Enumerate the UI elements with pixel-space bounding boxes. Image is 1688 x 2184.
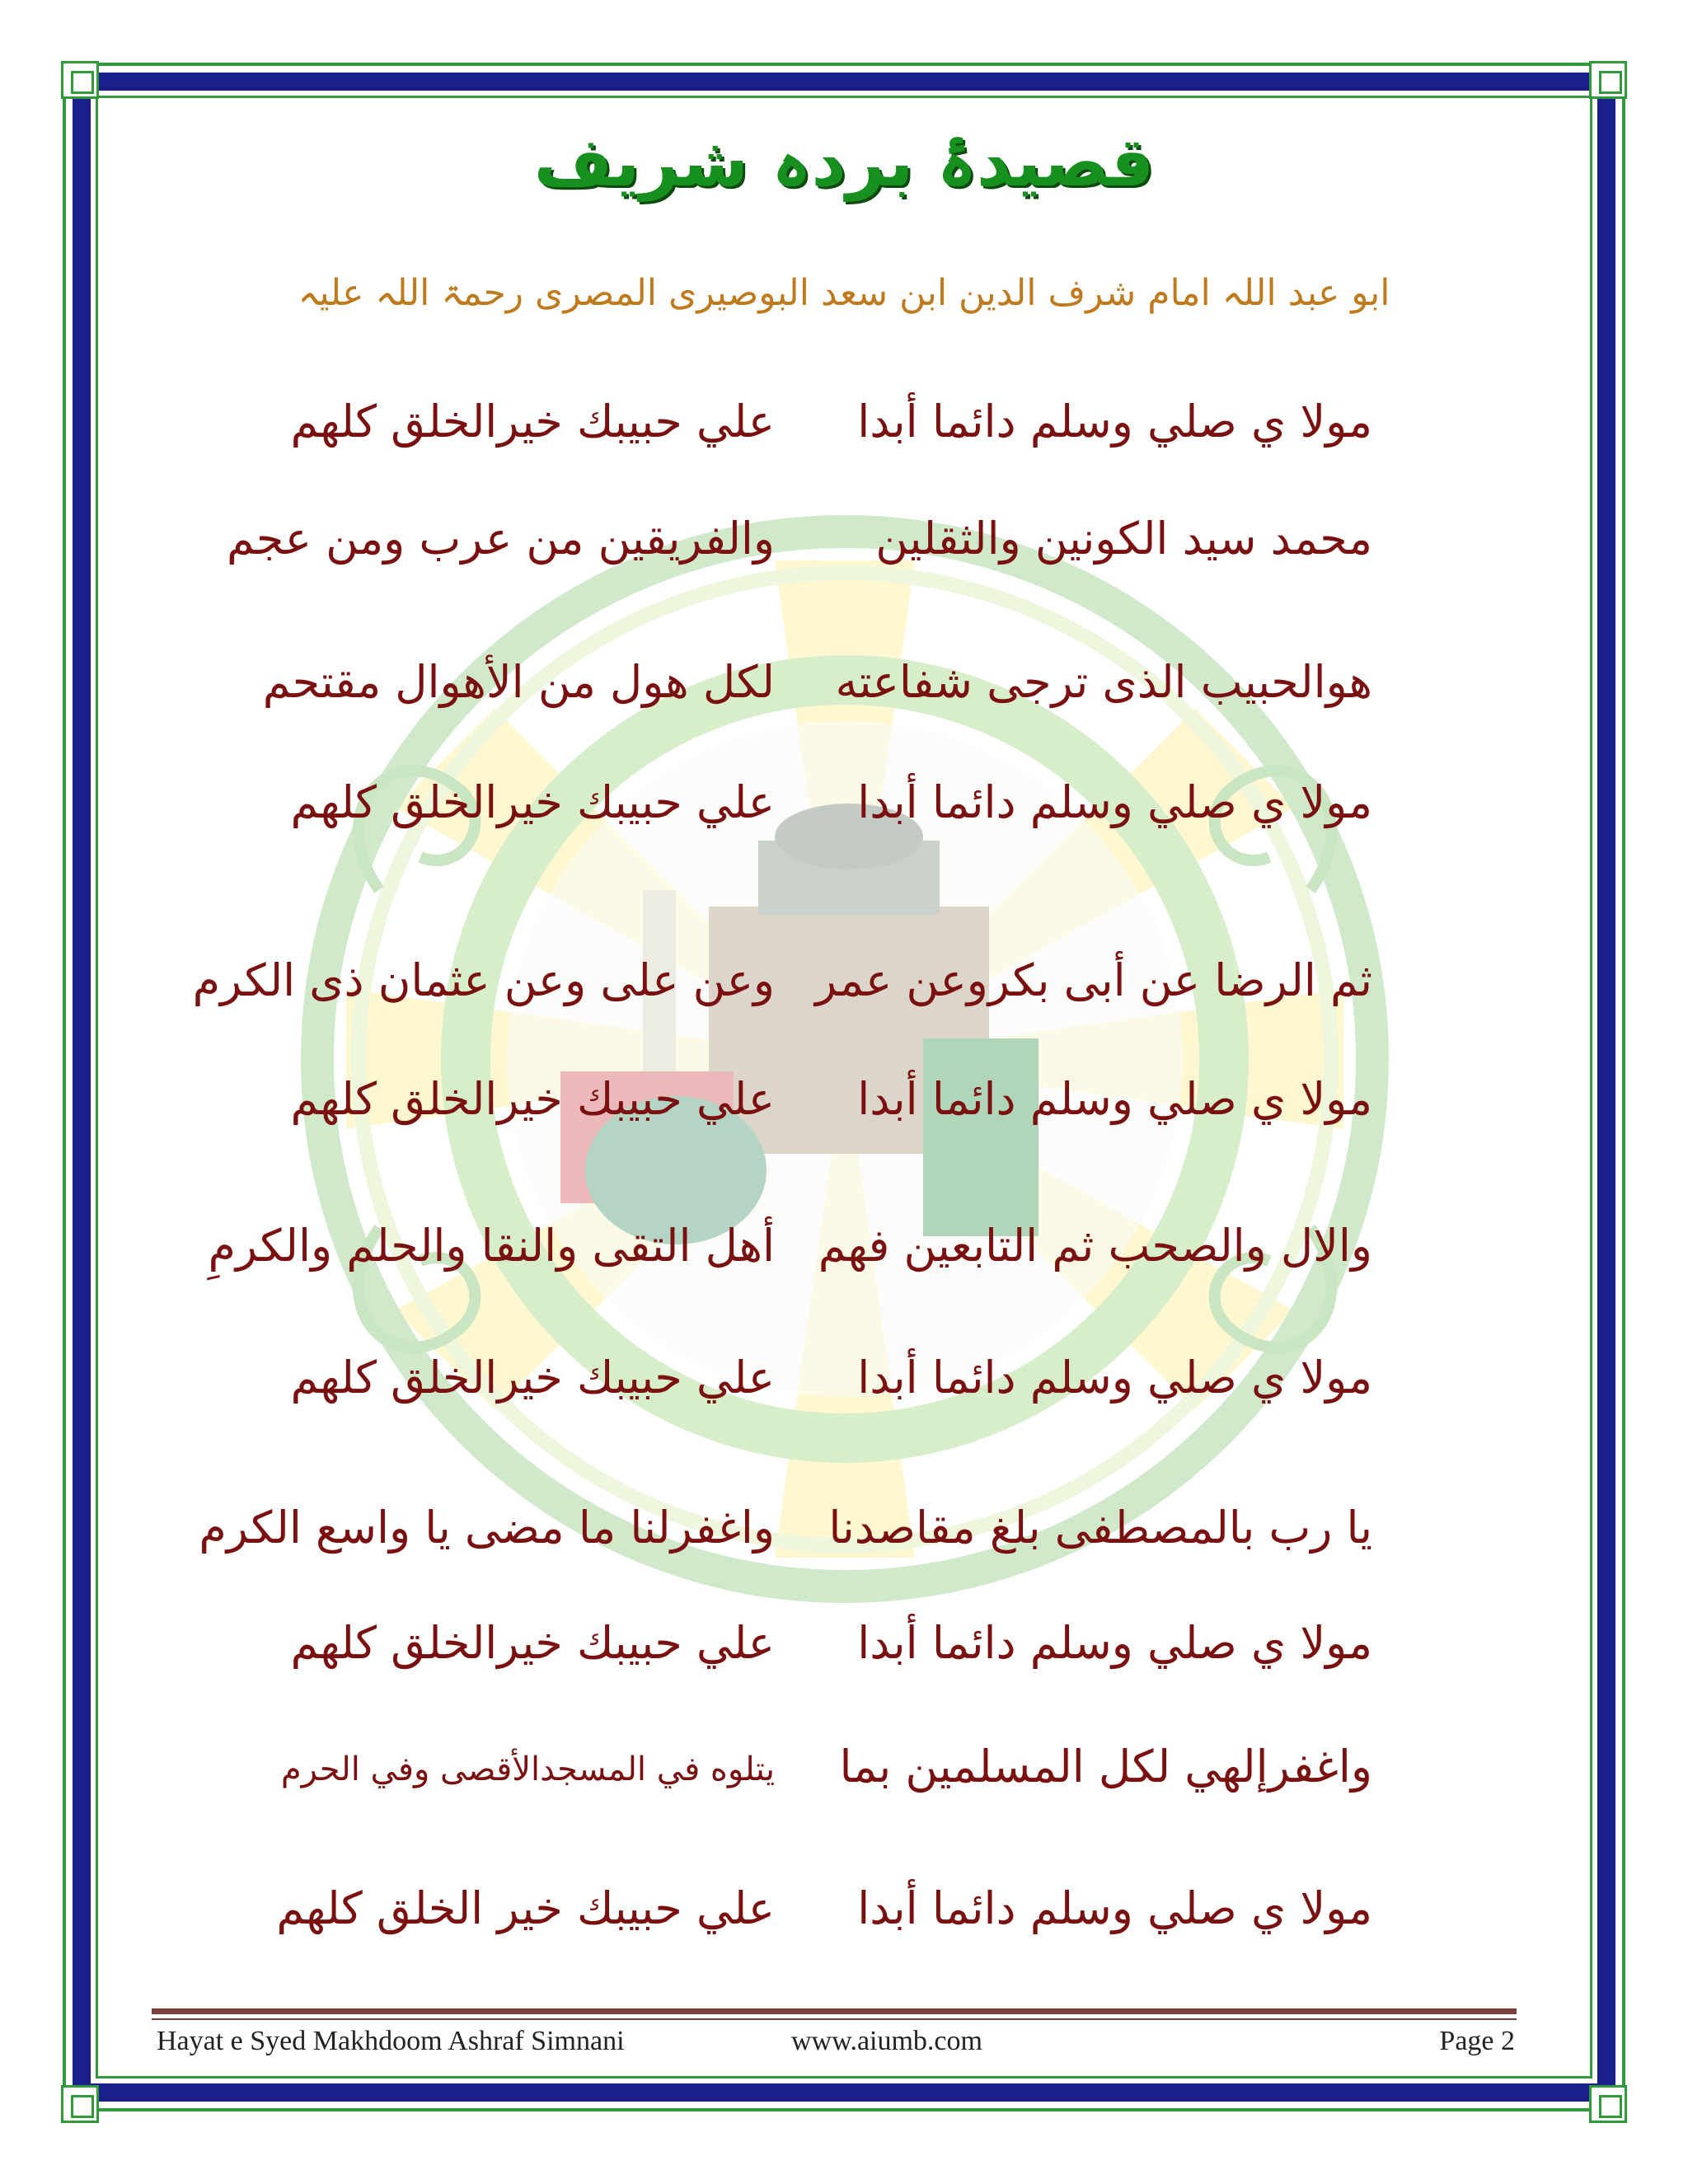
verse-12-first-half: مولا ي صلي وسلم دائما أبدا: [857, 1882, 1372, 1934]
verse-8-first-half: مولا ي صلي وسلم دائما أبدا: [857, 1352, 1372, 1404]
verse-8-second-half: علي حبيبك خيرالخلق كلهم: [290, 1352, 775, 1404]
verse-2-first-half: محمد سيد الكونين والثقلين: [875, 513, 1372, 565]
verse-7-second-half: أهل التقی والنقا والحلم والكرمِ: [208, 1220, 775, 1272]
verse-10-first-half: مولا ي صلي وسلم دائما أبدا: [857, 1617, 1372, 1669]
page-title: قصیدۂ بردہ شریف: [533, 124, 1155, 202]
verse-1-first-half: مولا ي صلي وسلم دائما أبدا: [857, 396, 1372, 448]
corner-ornament-bottom-left: [61, 2085, 99, 2123]
verse-6-first-half: مولا ي صلي وسلم دائما أبدا: [857, 1073, 1372, 1125]
footer-rule-thin: [152, 2018, 1517, 2020]
verse-7-first-half: والال والصحب ثم التابعين فهم: [818, 1220, 1372, 1272]
corner-ornament-top-right: [1589, 61, 1627, 99]
footer-page-number: Page 2: [1439, 2026, 1515, 2056]
verse-6-second-half: علي حبيبك خيرالخلق كلهم: [290, 1073, 775, 1125]
verse-9-second-half: واغفرلنا ما مضی یا واسع الکرم: [199, 1502, 775, 1554]
shrine-watermark-image: [192, 462, 1442, 1657]
verse-12-second-half: علي حبيبك خير الخلق كلهم: [276, 1882, 775, 1934]
corner-ornament-top-left: [61, 61, 99, 99]
verse-1-second-half: علي حبيبك خيرالخلق كلهم: [290, 396, 775, 448]
verse-10-second-half: علي حبيبك خيرالخلق كلهم: [290, 1617, 775, 1669]
author-line: ابو عبد اللہ امام شرف الدین ابن سعد البوصیری المصری رحمۃ اللہ علیہ: [298, 272, 1390, 314]
verse-11-first-half: واغفرإلهي لكل المسلمين بما: [839, 1741, 1372, 1793]
verse-3-second-half: لكل هول من الأهوال مقتحم: [262, 656, 775, 708]
verse-11-second-half: يتلوه في المسجدالأقصى وفي الحرم: [280, 1750, 775, 1788]
verse-4-second-half: علي حبيبك خيرالخلق كلهم: [290, 776, 775, 828]
verse-5-first-half: ثم الرضا عن أبی بکروعن عمر: [814, 954, 1372, 1006]
verse-3-first-half: هوالحبيب الذی ترجی شفاعته: [835, 656, 1372, 708]
verse-4-first-half: مولا ي صلي وسلم دائما أبدا: [857, 776, 1372, 828]
footer-website: www.aiumb.com: [791, 2026, 982, 2056]
verse-9-first-half: یا رب بالمصطفی بلغ مقاصدنا: [828, 1502, 1372, 1554]
corner-ornament-bottom-right: [1589, 2085, 1627, 2123]
footer-book-title: Hayat e Syed Makhdoom Ashraf Simnani: [157, 2026, 625, 2056]
footer-rule-thick: [152, 2008, 1517, 2014]
verse-2-second-half: والفريقين من عرب ومن عجم: [226, 513, 775, 565]
verse-5-second-half: وعن علی وعن عثمان ذی الکرم: [192, 954, 775, 1006]
